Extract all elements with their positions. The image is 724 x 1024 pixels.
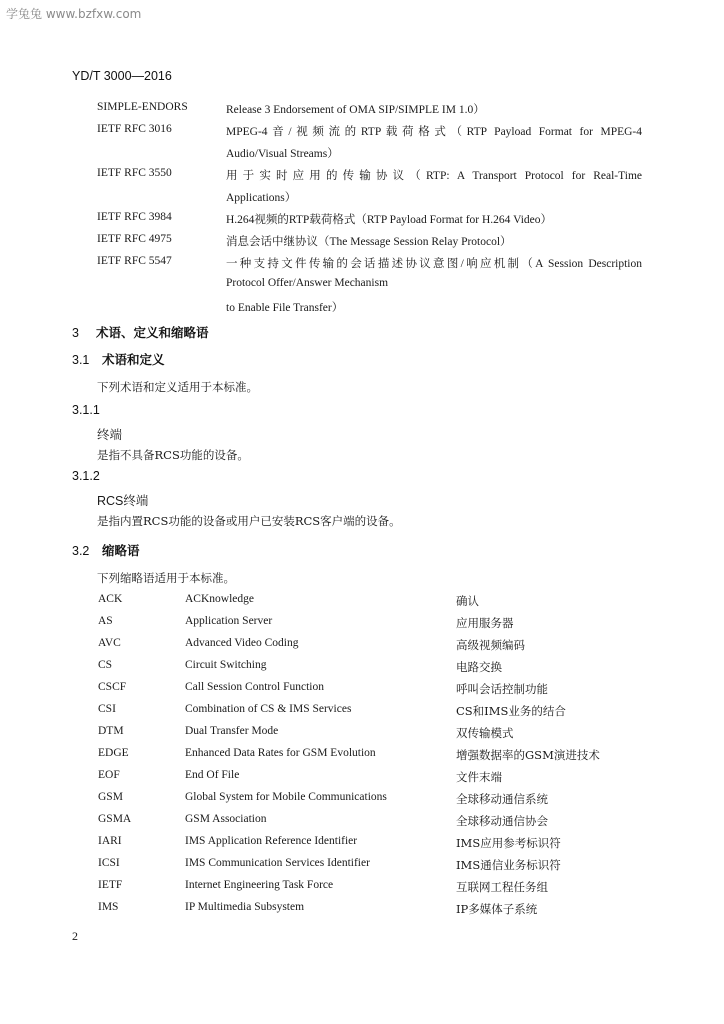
abbr: GSMA xyxy=(98,813,132,825)
abbr-chinese: 互联网工程任务组 xyxy=(456,880,548,894)
ref-id: IETF RFC 3016 xyxy=(97,123,172,135)
abbr-chinese: 应用服务器 xyxy=(456,616,514,630)
abbr-english: Global System for Mobile Communications xyxy=(185,791,387,803)
abbr: GSM xyxy=(98,791,123,803)
abbr-chinese: 全球移动通信协会 xyxy=(456,814,548,828)
abbr-chinese: 增强数据率的GSM演进技术 xyxy=(456,748,600,762)
abbr-english: ACKnowledge xyxy=(185,593,254,605)
ref-title-cont: to Enable File Transfer） xyxy=(226,302,344,314)
abbr-english: IMS Communication Services Identifier xyxy=(185,857,370,869)
abbr-chinese: CS和IMS业务的结合 xyxy=(456,704,566,718)
term-number: 3.1.1 xyxy=(72,403,100,417)
abbr: ACK xyxy=(98,593,123,605)
abbr: IARI xyxy=(98,835,122,847)
ref-id: IETF RFC 3984 xyxy=(97,211,172,223)
abbr: CSCF xyxy=(98,681,127,693)
ref-title: 消息会话中继协议（The Message Session Relay Protocol） xyxy=(226,236,512,248)
abbr-chinese: IMS应用参考标识符 xyxy=(456,836,561,850)
ref-title: MPEG-4音/视频流的RTP载荷格式（RTP Payload Format for MPEG-4 xyxy=(226,126,642,138)
abbr-chinese: 呼叫会话控制功能 xyxy=(456,682,548,696)
ref-title: H.264视频的RTP载荷格式（RTP Payload Format for H.264 Video） xyxy=(226,214,552,226)
term-number: 3.1.2 xyxy=(72,469,100,483)
abbr: IMS xyxy=(98,901,119,913)
section-intro: 下列缩略语适用于本标准。 xyxy=(97,571,235,585)
standard-header: YD/T 3000—2016 xyxy=(72,69,172,83)
subsection-heading xyxy=(72,350,165,368)
abbr-chinese: 双传输模式 xyxy=(456,726,514,740)
abbr-english: Application Server xyxy=(185,615,273,627)
abbr-english: IMS Application Reference Identifier xyxy=(185,835,358,847)
abbr-english: Internet Engineering Task Force xyxy=(185,879,334,891)
abbr-chinese: 确认 xyxy=(456,594,479,608)
term-name: RCS终端 xyxy=(97,494,149,508)
section-number: 3.2 xyxy=(72,544,90,558)
ref-id: IETF RFC 3550 xyxy=(97,167,172,179)
abbr: EDGE xyxy=(98,747,129,759)
abbr-english: Dual Transfer Mode xyxy=(185,725,279,737)
abbr-english: IP Multimedia Subsystem xyxy=(185,901,305,913)
abbr-english: GSM Association xyxy=(185,813,267,825)
abbr-chinese: 高级视频编码 xyxy=(456,638,525,652)
abbr-chinese: IMS通信业务标识符 xyxy=(456,858,561,872)
abbr-chinese: IP多媒体子系统 xyxy=(456,902,538,916)
page-number: 2 xyxy=(72,929,78,943)
abbr-english: End Of File xyxy=(185,769,240,781)
term-name: 终端 xyxy=(97,428,123,442)
ref-id: IETF RFC 5547 xyxy=(97,255,172,267)
watermark: 学兔兔 www.bzfxw.com xyxy=(6,7,142,21)
subsection-heading xyxy=(72,541,140,559)
abbr: DTM xyxy=(98,725,124,737)
abbr: AS xyxy=(98,615,113,627)
ref-title-cont: Audio/Visual Streams） xyxy=(226,148,339,160)
ref-id: SIMPLE-ENDORS xyxy=(97,101,188,113)
term-definition: 是指内置RCS功能的设备或用户已安装RCS客户端的设备。 xyxy=(97,514,401,528)
abbr-english: Enhanced Data Rates for GSM Evolution xyxy=(185,747,376,759)
ref-title-cont: Applications） xyxy=(226,192,297,204)
abbr: CS xyxy=(98,659,113,671)
ref-title: 用于实时应用的传输协议（RTP: A Transport Protocol for Real-Time xyxy=(226,170,642,182)
section-title: 术语、定义和缩略语 xyxy=(96,326,209,340)
section-title: 缩略语 xyxy=(102,544,140,558)
abbr-english: Circuit Switching xyxy=(185,659,267,671)
section-number: 3.1 xyxy=(72,353,90,367)
section-intro: 下列术语和定义适用于本标准。 xyxy=(97,380,258,394)
abbr-english: Combination of CS & IMS Services xyxy=(185,703,352,715)
abbr-english: Call Session Control Function xyxy=(185,681,324,693)
abbr: IETF xyxy=(98,879,123,891)
ref-title-cont: Protocol Offer/Answer Mechanism xyxy=(226,277,389,289)
ref-title: 一种支持文件传输的会话描述协议意图/响应机制（A Session Description xyxy=(226,258,642,270)
abbr: CSI xyxy=(98,703,116,715)
abbr-english: Advanced Video Coding xyxy=(185,637,299,649)
ref-id: IETF RFC 4975 xyxy=(97,233,172,245)
abbr: AVC xyxy=(98,637,121,649)
ref-title: Release 3 Endorsement of OMA SIP/SIMPLE IM 1.0） xyxy=(226,104,485,116)
abbr: EOF xyxy=(98,769,120,781)
abbr: ICSI xyxy=(98,857,120,869)
abbr-chinese: 电路交换 xyxy=(456,660,502,674)
abbr-chinese: 全球移动通信系统 xyxy=(456,792,548,806)
section-title: 术语和定义 xyxy=(102,353,165,367)
term-definition: 是指不具备RCS功能的设备。 xyxy=(97,448,249,462)
section-number: 3 xyxy=(72,326,79,340)
abbr-chinese: 文件末端 xyxy=(456,770,502,784)
section-heading xyxy=(72,323,209,341)
